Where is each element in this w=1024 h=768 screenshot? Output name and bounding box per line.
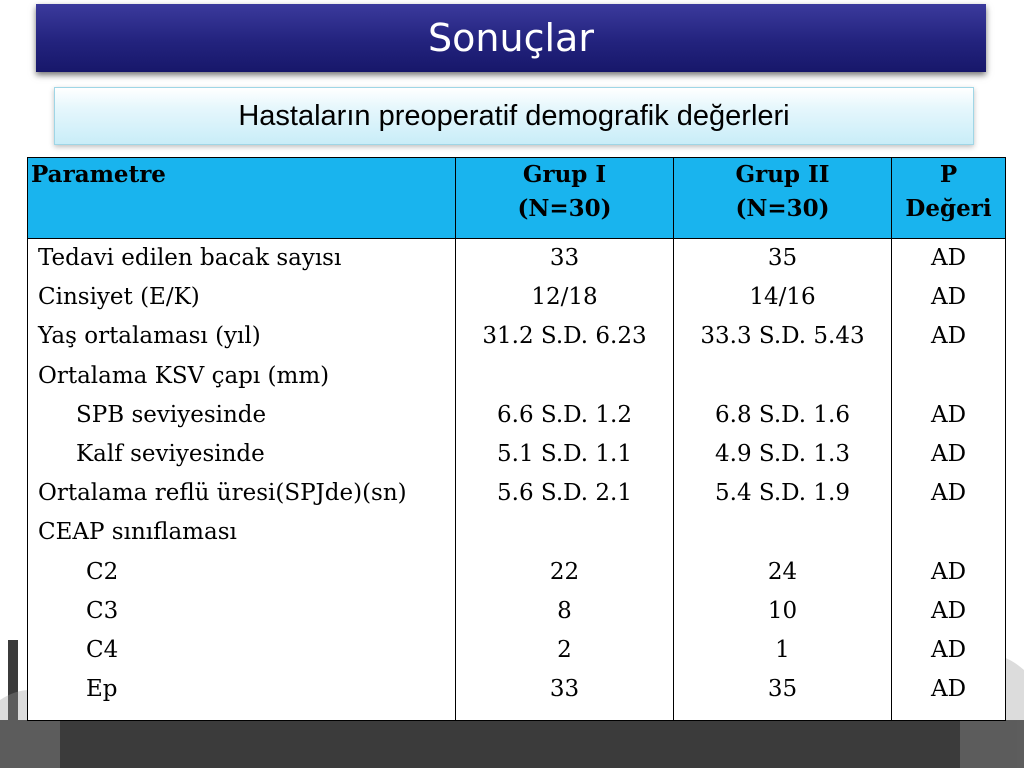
param-cell: Yaş ortalaması (yıl) bbox=[38, 323, 261, 350]
param-cell: Tedavi edilen bacak sayısı bbox=[38, 245, 342, 271]
grup-2-cell: 5.4 S.D. 1.9 bbox=[715, 480, 850, 507]
param-cell: C4 bbox=[86, 636, 119, 663]
grup-2-cell: 33.3 S.D. 5.43 bbox=[700, 323, 865, 350]
p-degeri-column bbox=[892, 239, 1006, 721]
header-parametre: Parametre bbox=[28, 158, 456, 239]
grup-1-cell: 33 bbox=[549, 676, 580, 703]
grup-1-cell: 6.6 S.D. 1.2 bbox=[497, 401, 632, 428]
header-grup-1: Grup I (N=30) bbox=[456, 158, 674, 239]
p-value-cell bbox=[892, 513, 1005, 552]
grup-1-cell: 31.2 S.D. 6.23 bbox=[482, 323, 647, 350]
subtitle-box bbox=[54, 87, 974, 145]
grup-1-cell bbox=[456, 357, 673, 396]
p-value-cell: AD bbox=[930, 597, 967, 624]
p-value-cell bbox=[892, 357, 1005, 396]
table-header-row bbox=[28, 158, 1006, 239]
grup-1-column bbox=[456, 239, 674, 721]
demographics-table bbox=[27, 157, 1006, 721]
header-grup-2: Grup II (N=30) bbox=[674, 158, 892, 239]
grup-1-cell: 5.6 S.D. 2.1 bbox=[497, 480, 632, 507]
p-value-cell: AD bbox=[930, 401, 967, 428]
slide-title-bar bbox=[36, 4, 986, 72]
grup-2-cell bbox=[674, 357, 891, 396]
grup-2-column bbox=[674, 239, 892, 721]
p-value-cell: AD bbox=[930, 558, 967, 585]
grup-1-cell bbox=[456, 513, 673, 552]
grup-2-cell: 35 bbox=[767, 676, 798, 703]
param-cell: Ortalama KSV çapı (mm) bbox=[38, 362, 330, 389]
param-cell: SPB seviyesinde bbox=[76, 401, 267, 428]
param-cell: Ortalama reflü üresi(SPJde)(sn) bbox=[38, 480, 407, 507]
p-value-cell: AD bbox=[930, 440, 967, 467]
table-body-row bbox=[28, 239, 1006, 721]
grup-1-cell: 33 bbox=[549, 245, 580, 271]
p-value-cell: AD bbox=[930, 676, 967, 703]
grup-1-cell: 8 bbox=[557, 597, 572, 624]
p-value-cell: AD bbox=[930, 245, 967, 271]
grup-2-cell: 35 bbox=[767, 245, 798, 271]
param-cell: C2 bbox=[86, 558, 119, 585]
slide-subtitle: Hastaların preoperatif demografik değerleri bbox=[238, 99, 790, 132]
grup-1-cell: 2 bbox=[557, 636, 572, 663]
grup-2-cell: 1 bbox=[775, 636, 790, 663]
p-value-cell: AD bbox=[930, 636, 967, 663]
grup-2-cell bbox=[674, 513, 891, 552]
slide-title: Sonuçlar bbox=[428, 16, 594, 60]
grup-2-cell: 10 bbox=[767, 597, 798, 624]
header-p-degeri: P Değeri bbox=[892, 158, 1006, 239]
grup-2-cell: 14/16 bbox=[749, 284, 816, 311]
p-value-cell: AD bbox=[930, 284, 967, 311]
param-cell: Ep bbox=[86, 676, 118, 703]
grup-2-cell: 4.9 S.D. 1.3 bbox=[715, 440, 850, 467]
param-cell: CEAP sınıflaması bbox=[38, 519, 237, 546]
grup-1-cell: 12/18 bbox=[531, 284, 598, 311]
grup-2-cell: 24 bbox=[767, 558, 798, 585]
p-value-cell: AD bbox=[930, 480, 967, 507]
param-cell: C3 bbox=[86, 597, 119, 624]
param-cell: Cinsiyet (E/K) bbox=[38, 284, 200, 311]
p-value-cell: AD bbox=[930, 323, 967, 350]
grup-2-cell: 6.8 S.D. 1.6 bbox=[715, 401, 850, 428]
parametre-column bbox=[28, 239, 456, 721]
grup-1-cell: 22 bbox=[549, 558, 580, 585]
param-cell: Kalf seviyesinde bbox=[76, 440, 265, 467]
grup-1-cell: 5.1 S.D. 1.1 bbox=[497, 440, 632, 467]
